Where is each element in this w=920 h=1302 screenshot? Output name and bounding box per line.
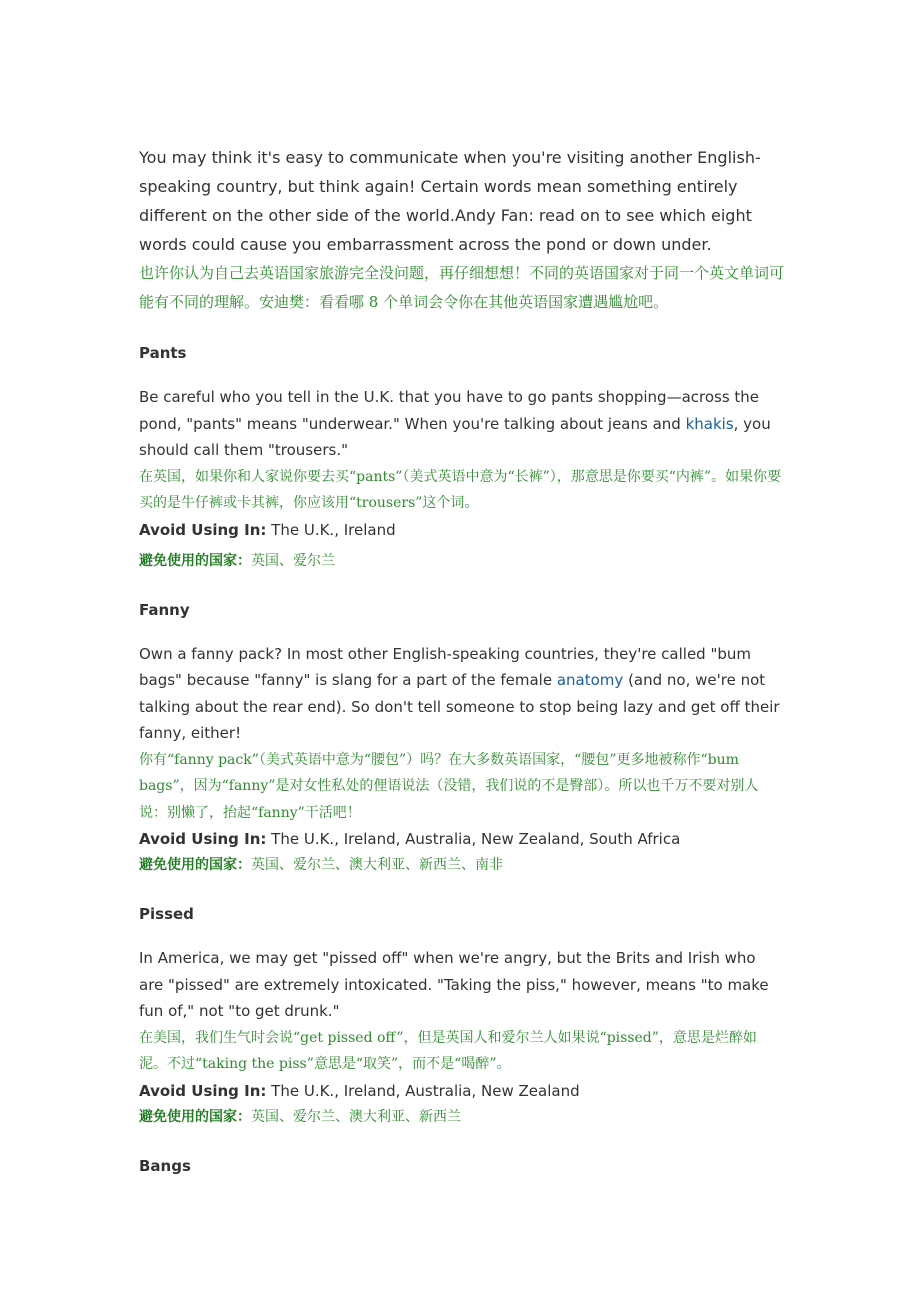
text-segment: (and no, we're not talking about the rear end). So don't tell someone to stop being lazy and get off their fanny, either! <box>139 671 780 742</box>
section-title-pants: Pants <box>139 344 187 362</box>
avoid-label: Avoid Using In: <box>139 830 267 848</box>
link-khakis[interactable]: khakis <box>685 414 734 433</box>
article <box>139 143 784 1176</box>
avoid-using-pissed <box>139 1078 784 1104</box>
section-translation-pants: 在英国，如果你和人家说你要去买“pants”（美式英语中意为“长裤”），那意思是你要买“内裤”。如果你要买的是牛仔裤或卡其裤，你应该用“trousers”这个词。 <box>139 468 782 511</box>
avoid-label-zh: 避免使用的国家： <box>139 552 251 569</box>
intro-chinese: 也许你认为自己去英语国家旅游完全没问题，再仔细想想！不同的英语国家对于同一个英文单词可能有不同的理解。安迪樊：看看哪 8 个单词会令你在其他英语国家遭遇尴尬吧。 <box>139 264 785 311</box>
section-text-fanny <box>139 641 784 747</box>
section-title-bangs: Bangs <box>139 1156 191 1175</box>
avoid-label: Avoid Using In: <box>139 520 267 539</box>
section-translation-pissed: 在美国，我们生气时会说“get pissed off”，但是英国人和爱尔兰人如果说“pissed”，意思是烂醉如泥。不过“taking the piss”意思是“取笑”，而不是“喝醉”。 <box>139 1029 757 1072</box>
section-text-pants <box>139 384 784 464</box>
avoid-label-zh: 避免使用的国家： <box>139 857 251 873</box>
avoid-label: Avoid Using In: <box>139 1081 267 1100</box>
section-text-pissed: In America, we may get "pissed off" when we're angry, but the Brits and Irish who are "pissed" are extremely intoxicated. "Taking the piss," however, means "to make fun of," not "to get drunk." <box>139 949 769 1020</box>
avoid-value: The U.K., Ireland <box>266 520 396 539</box>
avoid-using-pants-zh <box>139 548 784 574</box>
avoid-value: The U.K., Ireland, Australia, New Zealand, South Africa <box>266 830 681 848</box>
avoid-value-zh: 英国、爱尔兰、澳大利亚、新西兰 <box>251 1108 461 1125</box>
text-segment: Be careful who you tell in the U.K. that you have to go pants shopping—across the pond, "pants" means "underwear." When you're talking about jeans and <box>139 388 760 433</box>
avoid-value-zh: 英国、爱尔兰、澳大利亚、新西兰、南非 <box>251 857 503 873</box>
section-translation-fanny: 你有“fanny pack”（美式英语中意为“腰包”）吗？在大多数英语国家，“腰包”更多地被称作“bum bags”，因为“fanny”是对女性私处的俚语说法（没错，我们说的不是臀部）。所以也千万不要对别人说：别懒了，抬起“fanny”干活吧！ <box>139 751 759 821</box>
avoid-using-fanny <box>139 826 784 852</box>
text-segment: , you should call them "trousers." <box>139 414 771 459</box>
text-segment: Own a fanny pack? In most other English-speaking countries, they're called "bum bags" because "fanny" is slang for a part of the female <box>139 644 751 689</box>
section-title-pissed: Pissed <box>139 905 194 923</box>
avoid-using-fanny-zh <box>139 852 784 878</box>
avoid-value: The U.K., Ireland, Australia, New Zealand <box>266 1081 580 1100</box>
intro-english: You may think it's easy to communicate when you're visiting another English-speaking country, but think again! Certain words mean something entirely different on the other side of the world.Andy Fan: read on to see which eight words could cause you embarrassment across the pond or down under. <box>139 148 761 254</box>
avoid-using-pissed-zh <box>139 1104 784 1130</box>
link-anatomy[interactable]: anatomy <box>556 671 624 689</box>
avoid-label-zh: 避免使用的国家： <box>139 1108 251 1125</box>
section-title-fanny: Fanny <box>139 600 190 619</box>
avoid-using-pants <box>139 517 784 543</box>
avoid-value-zh: 英国、爱尔兰 <box>251 552 335 569</box>
